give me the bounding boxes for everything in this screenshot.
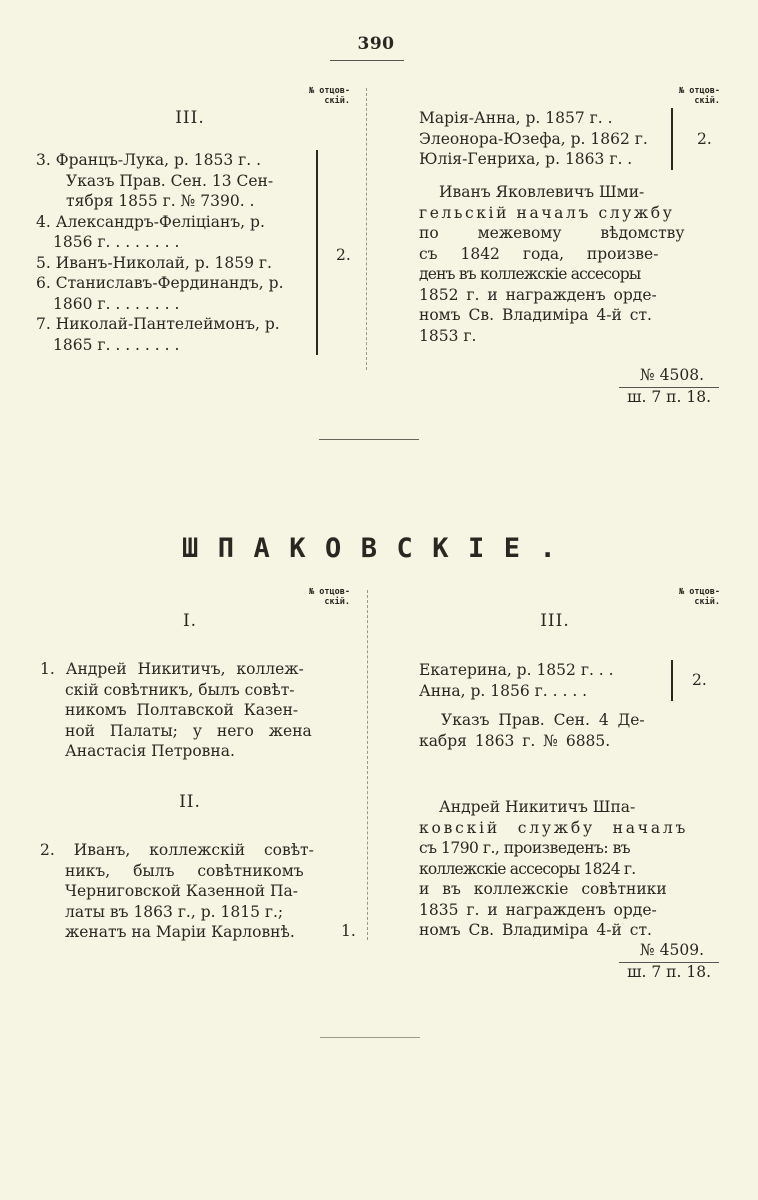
list-item: Екатерина, р. 1852 г. . . bbox=[419, 661, 614, 679]
text-line: латы въ 1863 г., р. 1815 г.; bbox=[65, 902, 284, 921]
section-divider bbox=[320, 1037, 420, 1038]
column-header-father-number: № отцов- скій. bbox=[309, 86, 350, 106]
text-line: Андрей Никитичъ Шпа- bbox=[439, 798, 636, 816]
text-line: номъ Св. Владиміра 4-й ст. bbox=[419, 306, 652, 324]
family-heading: ШПАКОВСКІЕ. bbox=[182, 533, 576, 564]
text-line: Черниговской Казенной Па- bbox=[65, 882, 298, 900]
list-item-cont: 1865 г. . . . . . . . bbox=[53, 335, 180, 354]
list-item: Юлія-Генриха, р. 1863 г. . bbox=[419, 150, 633, 168]
list-item: Марія-Анна, р. 1857 г. . bbox=[419, 109, 613, 127]
record-number: № 4508. bbox=[640, 366, 704, 384]
biography-paragraph bbox=[419, 797, 689, 941]
text-line: денъ въ коллежскіе ассесоры bbox=[419, 265, 641, 283]
column-header-father-number: № отцов- скій. bbox=[679, 86, 720, 106]
father-number: 2. bbox=[336, 246, 351, 264]
list-item: Анна, р. 1856 г. . . . . bbox=[419, 681, 588, 700]
generation-heading: III. bbox=[540, 611, 570, 631]
column-divider bbox=[366, 88, 367, 370]
text-line: женатъ на Маріи Карловнѣ. bbox=[65, 923, 295, 941]
list-item-note: тября 1855 г. № 7390. . bbox=[66, 192, 255, 210]
list-item: 4. Александръ-Феліціанъ, р. bbox=[36, 212, 265, 231]
column-header-father-number: № отцов- скій. bbox=[309, 587, 350, 607]
decree-note bbox=[419, 710, 669, 751]
text-line: никомъ Полтавской Казен- bbox=[65, 701, 299, 719]
shelf-reference: ш. 7 п. 18. bbox=[627, 388, 711, 406]
text-line: ковскій службу началъ bbox=[419, 818, 689, 837]
generation-heading: II. bbox=[179, 792, 201, 812]
list-item: 7. Николай-Пантелеймонъ, р. bbox=[36, 315, 280, 333]
text-line: гельскій началъ службу bbox=[419, 203, 675, 222]
text-line: никъ, былъ совѣтникомъ bbox=[65, 861, 304, 880]
text-line: номъ Св. Владиміра 4-й ст. bbox=[419, 921, 652, 939]
record-number: № 4509. bbox=[640, 941, 704, 959]
biography-paragraph bbox=[419, 182, 685, 346]
list-item-cont: 1860 г. . . . . . . . bbox=[53, 294, 180, 313]
text-line: 1835 г. и награжденъ орде- bbox=[419, 900, 657, 919]
page-number-rule bbox=[330, 60, 404, 61]
children-list bbox=[36, 150, 318, 355]
text-line: Иванъ Яковлевичъ Шми- bbox=[439, 183, 645, 201]
father-number: 1. bbox=[341, 922, 356, 940]
person-entry bbox=[40, 659, 316, 762]
text-line: Указъ Прав. Сен. 4 Де- bbox=[441, 711, 645, 729]
text-line: и въ коллежскіе совѣтники bbox=[419, 880, 667, 898]
list-item-note: Указъ Прав. Сен. 13 Сен- bbox=[66, 171, 274, 190]
text-line: скій совѣтникъ, былъ совѣт- bbox=[65, 680, 295, 699]
text-line: 1. Андрей Никитичъ, коллеж- bbox=[40, 660, 304, 678]
father-number: 2. bbox=[692, 671, 707, 689]
daughters-list bbox=[419, 108, 673, 170]
shelf-reference: ш. 7 п. 18. bbox=[627, 963, 711, 981]
page-number: 390 bbox=[357, 34, 395, 54]
column-divider bbox=[367, 590, 368, 940]
text-line: съ 1790 г., произведенъ: въ bbox=[419, 839, 631, 857]
text-line: съ 1842 года, произве- bbox=[419, 244, 659, 263]
text-line: по межевому вѣдомству bbox=[419, 224, 685, 242]
list-item: 5. Иванъ-Николай, р. 1859 г. bbox=[36, 253, 272, 272]
list-item: 6. Станиславъ-Фердинандъ, р. bbox=[36, 274, 284, 292]
section-divider bbox=[319, 439, 419, 440]
generation-heading: I. bbox=[182, 611, 198, 631]
column-header-father-number: № отцов- скій. bbox=[679, 587, 720, 607]
text-line: 1852 г. и награжденъ орде- bbox=[419, 285, 657, 304]
text-line: 2. Иванъ, коллежскій совѣт- bbox=[40, 841, 314, 859]
text-line: 1853 г. bbox=[419, 326, 477, 345]
text-line: коллежскіе ассесоры 1824 г. bbox=[419, 859, 636, 878]
text-line: ной Палаты; у него жена bbox=[65, 721, 312, 740]
list-item-cont: 1856 г. . . . . . . . bbox=[53, 233, 180, 251]
generation-heading: III. bbox=[175, 108, 205, 128]
text-line: Анастасія Петровна. bbox=[65, 742, 235, 760]
person-entry bbox=[40, 840, 316, 943]
list-item: 3. Францъ-Лука, р. 1853 г. . bbox=[36, 151, 262, 169]
text-line: кабря 1863 г. № 6885. bbox=[419, 731, 611, 750]
daughters-list bbox=[419, 660, 673, 701]
list-item: Элеонора-Юзефа, р. 1862 г. bbox=[419, 129, 648, 148]
father-number: 2. bbox=[697, 130, 712, 148]
